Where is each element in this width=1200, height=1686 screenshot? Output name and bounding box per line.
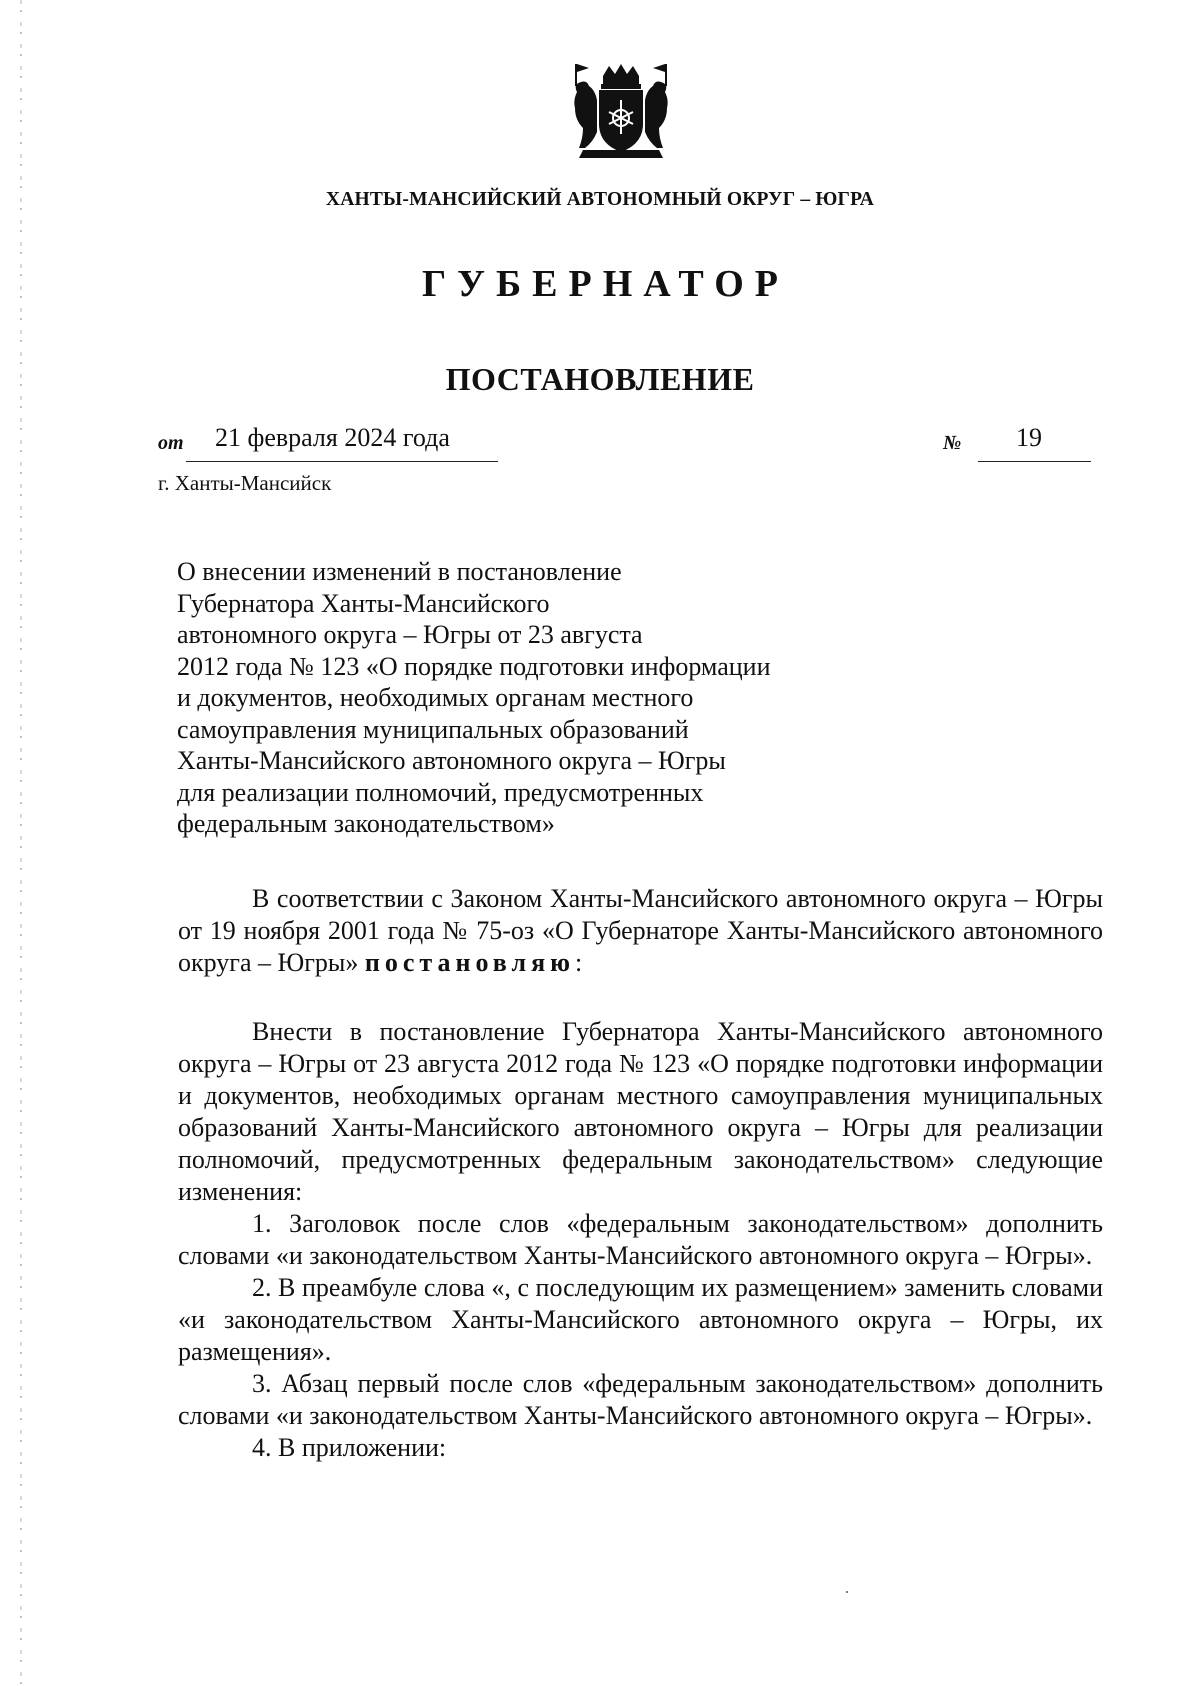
scan-edge <box>20 0 22 1686</box>
decree-colon: : <box>575 948 583 977</box>
subject-line: самоуправления муниципальных образований <box>177 714 689 744</box>
preamble-paragraph <box>178 883 1103 979</box>
scan-speck <box>846 1591 848 1593</box>
authority-title: ГУБЕРНАТОР <box>421 263 790 305</box>
date-underline <box>186 461 498 462</box>
subject-line: Губернатора Ханты-Мансийского <box>177 588 550 618</box>
subject-line: для реализации полномочий, предусмотренных <box>177 777 704 807</box>
subject-line: автономного округа – Югры от 23 августа <box>177 620 643 649</box>
list-item: 2. В преамбуле слова «, с последующим их размещением» заменить словами «и законодательством Ханты-Мансийского автономного округа – Югры, их размещения». <box>178 1273 1103 1366</box>
intro-paragraph: Внести в постановление Губернатора Ханты-Мансийского автономного округа – Югры от 23 августа 2012 года № 123 «О порядке подготовки информации и документов, необходимых органам местного самоуправления муниципальных образований Ханты-Мансийского автономного округа – Югры для реализации полномочий, предусмотренных федеральным законодательством» следующие изменения: <box>178 1017 1103 1206</box>
number-underline <box>978 461 1091 462</box>
coat-of-arms-emblem <box>569 62 673 160</box>
subject-line: федеральным законодательством» <box>177 809 555 838</box>
subject-line: 2012 года № 123 «О порядке подготовки информации <box>177 651 771 681</box>
subject-line: Ханты-Мансийского автономного округа – Югры <box>177 746 726 775</box>
preamble-text: В соответствии с Законом Ханты-Мансийского автономного округа – Югры от 19 ноября 2001 года № 75-оз «О Губернаторе Ханты-Мансийского автономного округа – Югры» <box>178 884 1103 977</box>
list-item: 1. Заголовок после слов «федеральным законодательством» дополнить словами «и законодательством Ханты-Мансийского автономного округа – Югры». <box>178 1209 1103 1270</box>
number-label: № <box>943 432 962 454</box>
list-item: 3. Абзац первый после слов «федеральным законодательством» дополнить словами «и законодательством Ханты-Мансийского автономного округа – Югры». <box>178 1369 1103 1430</box>
decree-body <box>178 1016 1103 1464</box>
document-type: ПОСТАНОВЛЕНИЕ <box>445 361 755 397</box>
document-subject <box>177 556 877 840</box>
subject-line: и документов, необходимых органам местного <box>177 683 694 712</box>
date-label: от <box>158 432 184 454</box>
subject-line: О внесении изменений в постановление <box>177 557 622 586</box>
decree-word: постановляю <box>364 948 576 977</box>
city: г. Ханты-Мансийск <box>158 471 332 495</box>
list-item: 4. В приложении: <box>252 1433 447 1462</box>
document-date: 21 февраля 2024 года <box>215 423 450 452</box>
document-number: 19 <box>1016 423 1042 452</box>
region-title: ХАНТЫ-МАНСИЙСКИЙ АВТОНОМНЫЙ ОКРУГ – ЮГРА <box>325 189 875 210</box>
